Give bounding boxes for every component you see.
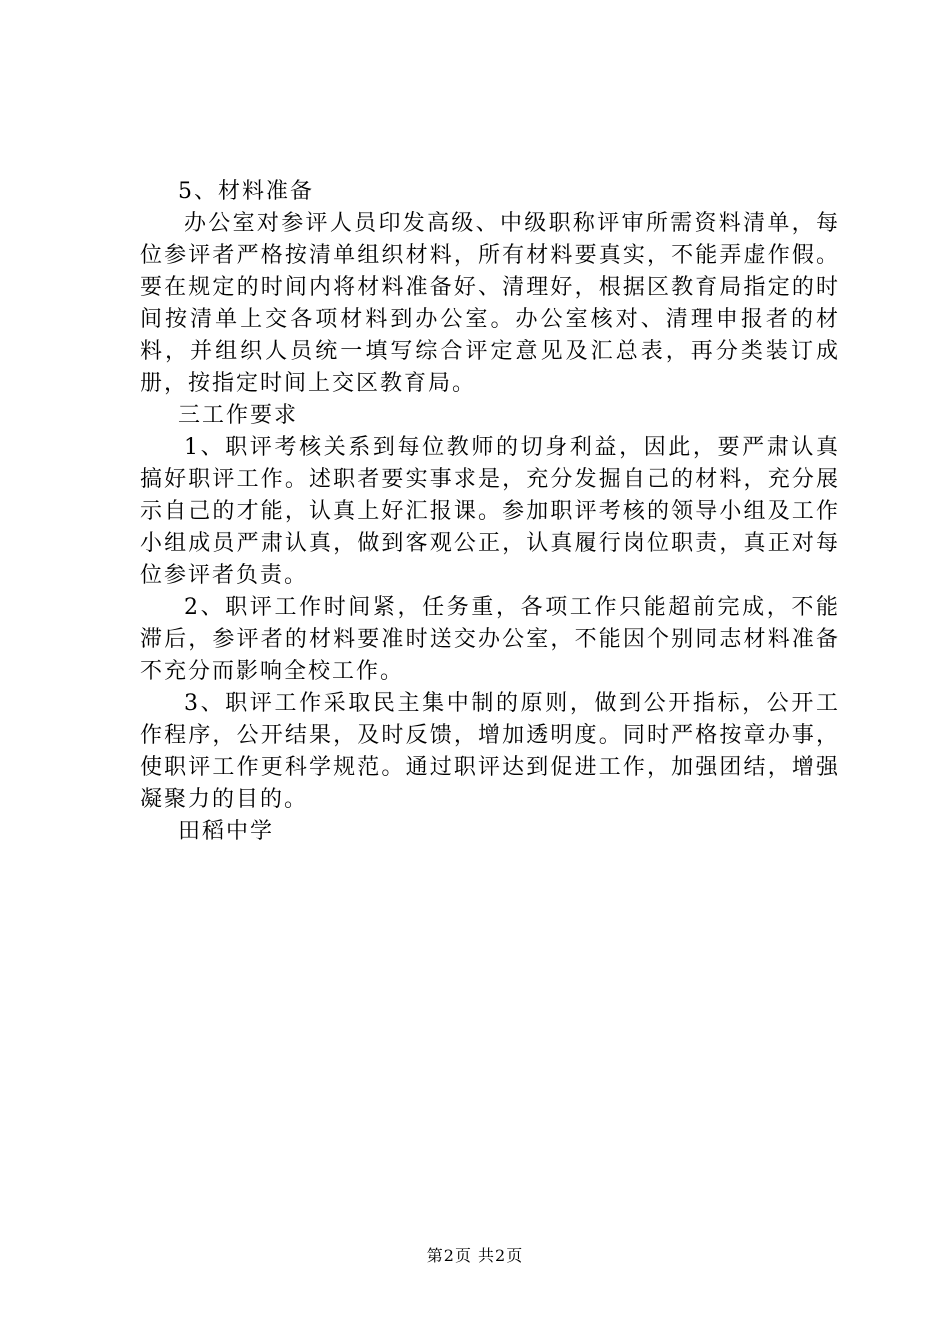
requirement-3-paragraph: 3、职评工作采取民主集中制的原则，做到公开指标，公开工作程序，公开结果，及时反馈，增加透明度。同时严格按章办事，使职评工作更科学规范。通过职评达到促进工作，加强团结，增强凝聚力的目的。 [140,691,840,812]
section3-heading: 三工作要求 [178,403,299,428]
document-body [140,176,840,848]
page-number-footer: 第2页 共2页 [426,1246,524,1265]
requirement-1-paragraph: 1、职评考核关系到每位教师的切身利益，因此，要严肃认真搞好职评工作。述职者要实事求是，充分发掘自己的材料，充分展示自己的才能，认真上好汇报课。参加职评考核的领导小组及工作小组成员严肃认真，做到客观公正，认真履行岗位职责，真正对每位参评者负责。 [140,435,840,588]
signature-school-name: 田稻中学 [178,819,275,844]
requirement-2-paragraph: 2、职评工作时间紧，任务重，各项工作只能超前完成，不能滞后，参评者的材料要准时送交办公室，不能因个别同志材料准备不充分而影响全校工作。 [140,595,840,684]
section5-paragraph: 办公室对参评人员印发高级、中级职称评审所需资料清单，每位参评者严格按清单组织材料，所有材料要真实，不能弄虚作假。要在规定的时间内将材料准备好、清理好，根据区教育局指定的时间按清单上交各项材料到办公室。办公室核对、清理申报者的材料，并组织人员统一填写综合评定意见及汇总表，再分类装订成册，按指定时间上交区教育局。 [140,211,840,396]
section5-heading: 5、材料准备 [178,179,314,204]
